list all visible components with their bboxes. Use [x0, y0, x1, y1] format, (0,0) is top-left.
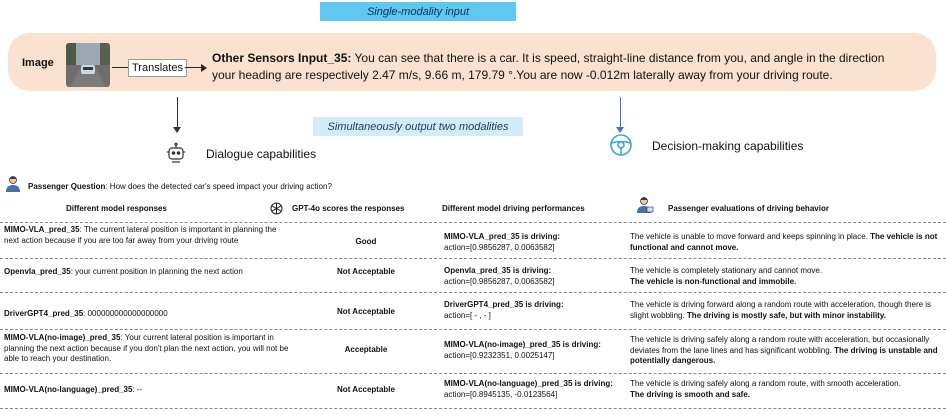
eval-verdict: The vehicle is non-functional and immobile. [630, 276, 797, 286]
table-row-performance [444, 379, 614, 400]
decision-arrow-line [620, 97, 621, 129]
model-response: : 000000000000000000 [83, 309, 168, 318]
drive-title: Openvla_pred_35 is driving: [444, 266, 552, 275]
steering-wheel-icon [608, 132, 634, 158]
dialogue-capabilities-label: Dialogue capabilities [206, 147, 317, 161]
drive-action: action=[0.9232351, 0.0025147] [444, 350, 555, 360]
row-divider [0, 258, 946, 259]
drive-title: MIMO-VLA(no-language)_pred_35 is driving: [444, 379, 613, 388]
model-response: : -- [132, 385, 143, 394]
passenger-icon [4, 175, 22, 193]
drive-action: action=[0.8945135, -0.0123564] [444, 389, 558, 399]
model-name: MIMO-VLA(no-image)_pred_35 [4, 333, 121, 342]
gpt-logo-icon [270, 202, 283, 215]
eval-verdict: The driving is smooth and safe. [630, 389, 751, 399]
header-performances: Different model driving performances [442, 204, 585, 213]
sensor-line2: your heading are respectively 2.47 m/s, 9.66 m, 179.79 °.You are now -0.012m laterally away from your driving route. [212, 68, 833, 82]
model-name: MIMO-VLA(no-language)_pred_35 [4, 385, 133, 394]
eval-text: The vehicle is driving safely along a random route, with smooth acceleration. [630, 379, 901, 388]
translates-label: Translates [128, 59, 187, 77]
drive-action: action=[ - , - ] [444, 310, 491, 320]
row-divider [0, 408, 946, 409]
table-row-evaluation [630, 300, 944, 321]
model-response: : Your current lateral position is important in planning the next action because if you don't plan the next action, you will not be able to reach your destination. [4, 333, 289, 363]
sensor-title: Other Sensors Input_35: [212, 51, 352, 65]
table-row-performance [444, 266, 614, 287]
drive-title: DriverGPT4_pred_35 is driving: [444, 300, 564, 309]
table-row-evaluation [630, 335, 944, 367]
table-row-performance [444, 340, 614, 361]
header-responses: Different model responses [66, 204, 167, 213]
dialogue-arrow-line [177, 97, 178, 129]
table-row-response [4, 267, 290, 278]
question-label: Passenger Question [28, 182, 106, 191]
dialogue-arrow-head [173, 127, 181, 133]
table-row-response [4, 333, 290, 365]
table-row-response [4, 309, 290, 320]
model-name: DriverGPT4_pred_35 [4, 309, 84, 318]
image-label: Image [22, 57, 54, 69]
eval-text: The vehicle is driving safely along a random route with acceleration, but occasionally deviates from the lane lines and has significant wobbling. [630, 335, 930, 355]
gpt-score: Not Acceptable [337, 267, 395, 276]
gpt-score: Acceptable [344, 345, 388, 354]
decision-capabilities-label: Decision-making capabilities [652, 139, 804, 153]
eval-verdict: The driving is unstable and potentially dangerous. [630, 345, 938, 365]
row-divider [0, 329, 946, 330]
translate-connector [112, 67, 128, 68]
passenger-question [28, 182, 332, 191]
model-response: : The current lateral position is important in planning the next action because if you are too far away from your driving route [4, 225, 277, 245]
table-row-response [4, 225, 290, 246]
sensor-input-text [212, 50, 932, 84]
header-evaluations: Passenger evaluations of driving behavior [668, 204, 829, 213]
simultaneous-output-banner: Simultaneously output two modalities [313, 117, 523, 136]
table-row-evaluation [630, 232, 944, 253]
header-scores: GPT-4o scores the responses [292, 204, 405, 213]
single-modality-banner: Single-modality input [320, 2, 516, 21]
eval-verdict: The vehicle is not functional and cannot move. [630, 232, 938, 252]
row-divider [0, 292, 946, 293]
gpt-score: Not Acceptable [337, 307, 395, 316]
model-name: MIMO-VLA_pred_35 [4, 225, 80, 234]
passenger-evaluator-icon [636, 196, 654, 214]
row-divider [0, 222, 946, 223]
robot-icon [164, 141, 188, 165]
question-text: : How does the detected car's speed impact your driving action? [105, 182, 332, 191]
eval-verdict: The driving is mostly safe, but with minor instability. [686, 310, 886, 320]
model-response: : your current position in planning the next action [70, 267, 243, 276]
eval-text: The vehicle is unable to move forward and keeps spinning in place. [630, 232, 871, 241]
table-row-performance [444, 232, 614, 253]
table-row-evaluation [630, 266, 944, 287]
eval-text: The vehicle is driving forward along a random route with acceleration, though there is slight wobbling. [630, 300, 932, 320]
drive-title: MIMO-VLA_pred_35 is driving: [444, 232, 561, 241]
driving-scene-image [66, 43, 110, 87]
eval-text: The vehicle is completely stationary and cannot move. [630, 266, 823, 275]
gpt-score: Not Acceptable [337, 385, 395, 394]
drive-action: action=[0.9856287, 0.0063582] [444, 276, 555, 286]
table-row-response [4, 385, 290, 396]
gpt-score: Good [355, 237, 377, 246]
table-row-performance [444, 300, 614, 321]
row-divider [0, 373, 946, 374]
drive-title: MIMO-VLA(no-image)_pred_35 is driving: [444, 340, 601, 349]
translate-arrow-head [201, 64, 207, 72]
table-row-evaluation [630, 379, 944, 400]
model-name: Openvla_pred_35 [4, 267, 71, 276]
drive-action: action=[0.9856287, 0.0063582] [444, 242, 555, 252]
sensor-line1: You can see that there is a car. It is speed, straight-line distance from you, and angle in the direction [354, 51, 885, 65]
